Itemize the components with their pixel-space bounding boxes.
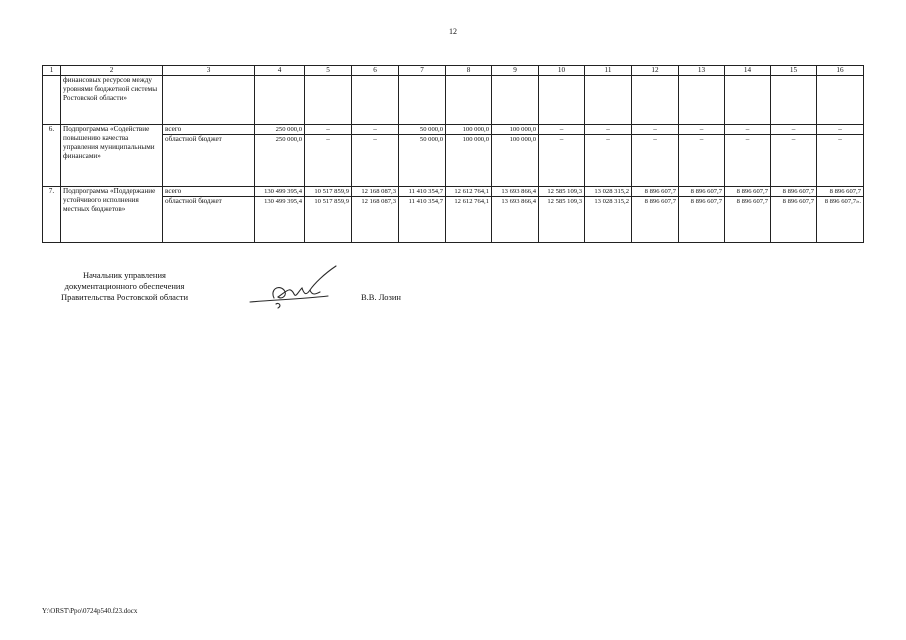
amount-cell: 8 896 607,7 — [679, 187, 725, 197]
amount-cell: 12 612 764,1 — [446, 197, 492, 243]
amount-cell: 50 000,0 — [399, 135, 446, 187]
amount-cell: 250 000,0 — [255, 135, 305, 187]
row-number-cell: 6. — [43, 125, 61, 187]
amount-cell: – — [632, 135, 679, 187]
page-number: 12 — [449, 27, 457, 36]
signatory-title-line: Начальник управления — [83, 270, 166, 280]
budget-table — [42, 65, 864, 243]
amount-cell: 13 693 866,4 — [492, 187, 539, 197]
column-number-header: 12 — [632, 66, 679, 76]
amount-cell — [679, 76, 725, 125]
column-number-header: 8 — [446, 66, 492, 76]
column-number-header: 11 — [585, 66, 632, 76]
column-number-header: 7 — [399, 66, 446, 76]
amount-cell — [632, 76, 679, 125]
table-row — [43, 135, 864, 187]
amount-cell: 8 896 607,7 — [725, 197, 771, 243]
amount-cell: – — [585, 125, 632, 135]
funding-source-cell — [163, 76, 255, 125]
amount-cell — [492, 76, 539, 125]
amount-cell: 11 410 354,7 — [399, 197, 446, 243]
amount-cell: 8 896 607,7 — [632, 187, 679, 197]
amount-cell: 250 000,0 — [255, 125, 305, 135]
amount-cell: 8 896 607,7 — [817, 187, 864, 197]
amount-cell — [352, 76, 399, 125]
column-number-header: 1 — [43, 66, 61, 76]
column-number-header: 14 — [725, 66, 771, 76]
signatory-title-line: Правительства Ростовской области — [61, 292, 188, 302]
table-row — [43, 197, 864, 243]
handwritten-signature — [232, 264, 352, 312]
amount-cell: 12 168 087,3 — [352, 187, 399, 197]
amount-cell: 12 585 109,3 — [539, 187, 585, 197]
column-number-header: 4 — [255, 66, 305, 76]
signatory-title-line: документационного обеспечения — [64, 281, 185, 291]
amount-cell: 13 693 866,4 — [492, 197, 539, 243]
amount-cell: – — [539, 135, 585, 187]
amount-cell: – — [771, 125, 817, 135]
amount-cell — [255, 76, 305, 125]
table-row — [43, 76, 864, 125]
subprogram-name-cell: Подпрограмма «Содействие повышению качества управления муниципальными финансами» — [61, 125, 163, 187]
amount-cell: 130 499 395,4 — [255, 187, 305, 197]
file-path: Y:\ORST\Ppo\0724p540.f23.docx — [42, 607, 138, 615]
amount-cell: – — [305, 135, 352, 187]
table-row — [43, 125, 864, 135]
column-number-header: 15 — [771, 66, 817, 76]
amount-cell: 8 896 607,7». — [817, 197, 864, 243]
amount-cell: 13 028 315,2 — [585, 197, 632, 243]
amount-cell: – — [817, 135, 864, 187]
column-number-row — [43, 66, 864, 76]
amount-cell — [399, 76, 446, 125]
column-number-header: 9 — [492, 66, 539, 76]
subprogram-name-cell: Подпрограмма «Поддержание устойчивого исполнения местных бюджетов» — [61, 187, 163, 243]
amount-cell: 100 000,0 — [446, 135, 492, 187]
amount-cell: – — [585, 135, 632, 187]
amount-cell — [305, 76, 352, 125]
amount-cell: – — [679, 135, 725, 187]
column-number-header: 6 — [352, 66, 399, 76]
amount-cell: 8 896 607,7 — [632, 197, 679, 243]
amount-cell: 8 896 607,7 — [679, 197, 725, 243]
column-number-header: 3 — [163, 66, 255, 76]
signature-block — [42, 270, 442, 330]
amount-cell: – — [305, 125, 352, 135]
amount-cell — [817, 76, 864, 125]
amount-cell: 8 896 607,7 — [771, 197, 817, 243]
amount-cell: 10 517 859,9 — [305, 187, 352, 197]
amount-cell — [725, 76, 771, 125]
column-number-header: 16 — [817, 66, 864, 76]
amount-cell: 100 000,0 — [492, 135, 539, 187]
funding-source-cell: всего — [163, 125, 255, 135]
column-number-header: 13 — [679, 66, 725, 76]
amount-cell: 10 517 859,9 — [305, 197, 352, 243]
column-number-header: 2 — [61, 66, 163, 76]
column-number-header: 5 — [305, 66, 352, 76]
row-number-cell: 7. — [43, 187, 61, 243]
amount-cell: 12 168 087,3 — [352, 197, 399, 243]
amount-cell — [539, 76, 585, 125]
funding-source-cell: всего — [163, 187, 255, 197]
amount-cell: 8 896 607,7 — [725, 187, 771, 197]
amount-cell — [585, 76, 632, 125]
amount-cell: – — [771, 135, 817, 187]
amount-cell: – — [725, 125, 771, 135]
signatory-name: В.В. Лозин — [361, 292, 401, 302]
row-number-cell — [43, 76, 61, 125]
amount-cell: 50 000,0 — [399, 125, 446, 135]
amount-cell: – — [679, 125, 725, 135]
table-row — [43, 187, 864, 197]
amount-cell: – — [817, 125, 864, 135]
signatory-title — [42, 270, 207, 303]
amount-cell — [771, 76, 817, 125]
amount-cell: – — [352, 135, 399, 187]
subprogram-name-cell: финансовых ресурсов между уровнями бюджетной системы Ростовской области» — [61, 76, 163, 125]
amount-cell — [446, 76, 492, 125]
amount-cell: 11 410 354,7 — [399, 187, 446, 197]
amount-cell: – — [539, 125, 585, 135]
amount-cell: 12 612 764,1 — [446, 187, 492, 197]
amount-cell: 130 499 395,4 — [255, 197, 305, 243]
amount-cell: 12 585 109,3 — [539, 197, 585, 243]
amount-cell: 13 028 315,2 — [585, 187, 632, 197]
funding-source-cell: областной бюджет — [163, 197, 255, 243]
funding-source-cell: областной бюджет — [163, 135, 255, 187]
amount-cell: – — [725, 135, 771, 187]
amount-cell: 100 000,0 — [492, 125, 539, 135]
amount-cell: – — [352, 125, 399, 135]
amount-cell: – — [632, 125, 679, 135]
column-number-header: 10 — [539, 66, 585, 76]
amount-cell: 100 000,0 — [446, 125, 492, 135]
amount-cell: 8 896 607,7 — [771, 187, 817, 197]
